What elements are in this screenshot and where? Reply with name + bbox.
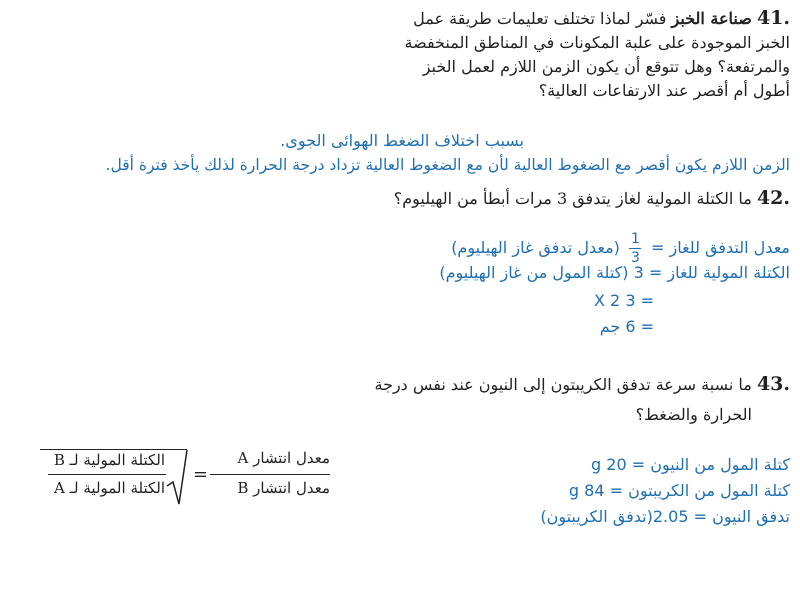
q43-answer-line-3: تدفق النيون = 2.05(تدفق الكريبتون) xyxy=(540,507,790,526)
q42-answer-line-4: = 6 جم xyxy=(599,317,654,336)
q41-number: 41. xyxy=(756,7,790,29)
q42-answer-line-1 xyxy=(451,232,790,265)
formula-rate-b: معدل انتشار B xyxy=(237,479,330,497)
q43-question-text-2: الحرارة والضغط؟ xyxy=(635,405,752,424)
sqrt-top-bar xyxy=(40,449,187,450)
q43-question xyxy=(374,372,790,427)
q41-text-1: فسّر لماذا تختلف تعليمات طريقة عمل xyxy=(413,9,667,28)
q43-answer-line-2: كتلة المول من الكريبتون = g 84 xyxy=(568,481,790,500)
formula-rate-fraction-bar xyxy=(210,474,330,475)
formula-equals: = xyxy=(193,464,209,485)
q42-answer-line-2: الكتلة المولية للغاز = 3 (كتلة المول من غاز الهيليوم) xyxy=(439,263,790,282)
q41-text-4: أطول أم أقصر عند الارتفاعات العالية؟ xyxy=(538,81,790,100)
q41-text-2: الخبز الموجودة على علبة المكونات في المناطق المنخفضة xyxy=(404,33,790,52)
q42-rate-label: معدل التدفق للغاز = xyxy=(650,238,790,257)
q41-answer-1: بسبب اختلاف الضغط الهوائى الجوى. xyxy=(280,131,524,150)
q42-question-text: ما الكتلة المولية لغاز يتدفق 3 مرات أبطأ من الهيليوم؟ xyxy=(393,189,752,208)
q42-answer-line-3: = 3 X 2 xyxy=(593,291,654,310)
q43-question-line-1 xyxy=(374,372,790,397)
q43-number: 43. xyxy=(756,373,790,395)
q42-fraction xyxy=(629,232,642,265)
formula-rate-a: معدل انتشار A xyxy=(237,449,330,467)
q43-question-text-1: ما نسبة سرعة تدفق الكريبتون إلى النيون عند نفس درجة xyxy=(374,375,752,394)
q43-answer-line-1: كتلة المول من النيون = g 20 xyxy=(591,455,790,474)
formula-mass-b: الكتلة المولية لـ B xyxy=(53,451,165,469)
q42-fraction-denominator: 3 xyxy=(630,250,640,266)
q42-number: 42. xyxy=(756,187,790,209)
q41-block xyxy=(370,6,790,103)
q41-line-1 xyxy=(370,6,790,31)
formula-mass-a: الكتلة المولية لـ A xyxy=(54,479,165,497)
q41-answer-2: الزمن اللازم يكون أقصر مع الضغوط العالية لأن مع الضغوط العالية تزداد درجة الحرارة لذلك يأخذ فترة أقل. xyxy=(105,156,790,174)
q42-question xyxy=(394,186,790,211)
q41-text-3: والمرتفعة؟ وهل تتوقع أن يكون الزمن اللازم لعمل الخبز xyxy=(422,57,790,76)
q41-title: صناعة الخبز xyxy=(671,9,752,28)
q42-rate-helium: (معدل تدفق غاز الهيليوم) xyxy=(451,238,620,257)
square-root-icon xyxy=(165,448,189,506)
formula-mass-fraction-bar xyxy=(48,474,166,475)
q42-fraction-numerator: 1 xyxy=(630,231,640,247)
graham-law-formula xyxy=(40,446,330,506)
